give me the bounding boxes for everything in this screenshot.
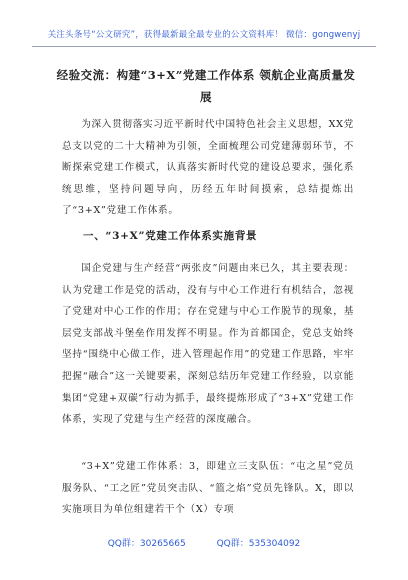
- section-1-heading: 一、“3+X”党建工作体系实施背景: [83, 230, 258, 242]
- intro-paragraph: 为深入贯彻落实习近平新时代中国特色社会主义思想，XX党总支以党的二十大精神为引领，全面梳理公司党建薄弱环节，不断探索党建工作模式，认真落实新时代党的建设总要求，强化系统思维，坚持问题导向，历经五年时间摸索，总结提炼出了“3+X”党建工作体系。: [62, 119, 354, 217]
- section-1-paragraph-1: 国企党建与生产经营“两张皮”问题由来已久，其主要表现：认为党建工作是党的活动，没有与中心工作进行有机结合，忽视了党建对中心工作的作用；存在党建与中心工作脱节的现象，基层党支部战斗堡垒作用发挥不明显。作为首都国企，党总支始终坚持“围绕中心做工作，进入管理起作用”的党建工作思路，牢牢把握“融合”这一关键要素，深刻总结历年党建工作经验，以京能集团“党建+双碳”行动为抓手，最终提炼形成了“3+X”党建工作体系，实现了党建与生产经营的深度融合。: [62, 263, 354, 426]
- footer-qq-group-1: QQ群：30265665: [107, 539, 186, 549]
- section-1: [62, 226, 354, 248]
- document-body: [62, 114, 354, 222]
- section-1-body-2: [62, 456, 354, 521]
- section-1-body: [62, 258, 354, 431]
- document-title: 经验交流：构建“3+X”党建工作体系 领航企业高质量发展: [56, 68, 356, 104]
- header-banner: 关注头条号“公文研究”，获得最新最全最专业的公文资料库！ 微信：gongwenyj: [47, 30, 361, 40]
- footer: [0, 536, 408, 549]
- section-1-paragraph-2: “3+X”党建工作体系：3，即建立三支队伍：“屯之星”党员服务队、“工之匠”党员突击队、“篮之焰”党员先锋队。X，即以实施项目为单位组建若干个（X）专项: [62, 461, 354, 516]
- header-divider: [32, 46, 376, 47]
- footer-qq-group-2: QQ群：535304092: [216, 539, 301, 549]
